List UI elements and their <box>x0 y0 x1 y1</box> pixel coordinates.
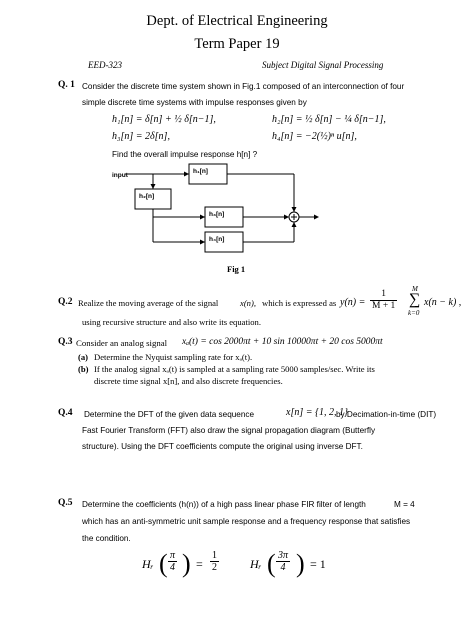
block-h2-label: h₂[n] <box>139 193 155 200</box>
condition-1-value-denominator: 2 <box>212 562 217 573</box>
paren-open-icon: ( <box>159 549 168 578</box>
impulse-response-h4: h₄[n] = −2(½)ⁿ u[n], <box>272 131 357 142</box>
question-2-line2: using recursive structure and also write its equation. <box>82 317 261 327</box>
part-a-text: Determine the Nyquist sampling rate for xₐ(t). <box>94 352 253 362</box>
question-5-line1a: Determine the coefficients (h(n)) of a high pass linear phase FIR filter of length <box>82 500 366 509</box>
formula-numerator: 1 <box>370 289 397 301</box>
data-sequence: x[n] = {1, 2, 1} <box>286 407 348 418</box>
part-b-label: (b) <box>78 364 89 374</box>
condition-2-arg-denominator: 4 <box>280 562 286 573</box>
sum-upper-limit: M <box>412 285 418 293</box>
question-2-number: Q.2 <box>58 297 73 307</box>
paren-close-icon: ) <box>296 549 305 578</box>
condition-1-argument <box>168 550 177 573</box>
question-5-number: Q.5 <box>58 498 73 508</box>
question-4-line3: structure). Using the DFT coefficients compute the original using inverse DFT. <box>82 442 363 451</box>
diagram-input-label: input <box>112 172 128 179</box>
analog-signal-expression: xₐ(t) = cos 2000πt + 10 sin 10000πt + 20 cos 5000πt <box>182 337 383 347</box>
sum-lower-limit: k=0 <box>408 309 420 317</box>
formula-denominator: M + 1 <box>372 301 396 311</box>
condition-1-lhs: Hᵣ <box>142 557 154 571</box>
part-b-text-line2: discrete time signal x[n], and also discrete frequencies. <box>94 376 283 386</box>
condition-1-value <box>210 550 219 573</box>
paren-open-icon: ( <box>267 549 276 578</box>
question-3-number: Q.3 <box>58 337 73 347</box>
part-a-label: (a) <box>78 352 89 362</box>
sigma-icon: ∑ <box>409 291 421 308</box>
question-1-line1: Consider the discrete time system shown in Fig.1 composed of an interconnection of four <box>82 82 405 91</box>
subject-line: Subject Digital Signal Processing <box>262 60 384 70</box>
question-4-line1a: Determine the DFT of the given data sequence <box>84 410 255 419</box>
question-1-line2: simple discrete time systems with impulse responses given by <box>82 98 307 107</box>
impulse-response-h1: h₁[n] = δ[n] + ½ δ[n−1], <box>112 114 216 125</box>
filter-length: M = 4 <box>394 500 415 509</box>
block-h1-label: h₁[n] <box>193 168 208 175</box>
block-diagram <box>105 160 320 260</box>
question-2-text-b: which is expressed as <box>262 298 337 308</box>
question-4-line2: Fast Fourier Transform (FFT) also draw the signal propagation diagram (Butterfly <box>82 426 376 435</box>
formula-rhs: x(n − k) , <box>424 297 462 308</box>
course-code: EED-323 <box>88 60 122 70</box>
paren-close-icon: ) <box>182 549 191 578</box>
question-1-find: Find the overall impulse response h[n] ? <box>112 150 258 159</box>
condition-1-value-numerator: 1 <box>212 550 217 561</box>
condition-2-lhs: Hᵣ <box>250 557 262 571</box>
equals-sign: = <box>196 557 203 571</box>
block-h3-label: h₃[n] <box>209 211 225 218</box>
condition-2-arg-numerator: 3π <box>278 550 289 561</box>
block-h4-label: h₄[n] <box>209 236 225 243</box>
question-3-text: Consider an analog signal <box>76 338 168 348</box>
question-5-line3: the condition. <box>82 534 131 543</box>
condition-2-value: = 1 <box>310 557 326 571</box>
impulse-response-h3: h₃[n] = 2δ[n], <box>112 131 170 142</box>
impulse-response-h2: h₂[n] = ½ δ[n] − ¼ δ[n−1], <box>272 114 386 125</box>
condition-2-argument <box>276 550 290 573</box>
formula-lhs: y(n) = <box>340 297 366 308</box>
formula-fraction <box>370 289 397 312</box>
condition-1-arg-numerator: π <box>170 550 176 561</box>
condition-1-arg-denominator: 4 <box>170 562 175 573</box>
question-1-number: Q. 1 <box>58 80 75 90</box>
part-b-text-line1: If the analog signal xₐ(t) is sampled at a sampling rate 5000 samples/sec. Write its <box>94 364 375 374</box>
figure-caption: Fig 1 <box>227 264 246 274</box>
term-paper-title: Term Paper 19 <box>194 36 280 52</box>
question-4-line1b: by Decimation-in-time (DIT) <box>336 410 437 419</box>
question-4-number: Q.4 <box>58 408 73 418</box>
department-title: Dept. of Electrical Engineering <box>146 13 328 29</box>
question-2-signal: x(n), <box>240 298 256 308</box>
question-2-text-a: Realize the moving average of the signal <box>78 298 219 308</box>
question-5-line2: which has an anti-symmetric unit sample response and a frequency response that satisfies <box>82 517 411 526</box>
